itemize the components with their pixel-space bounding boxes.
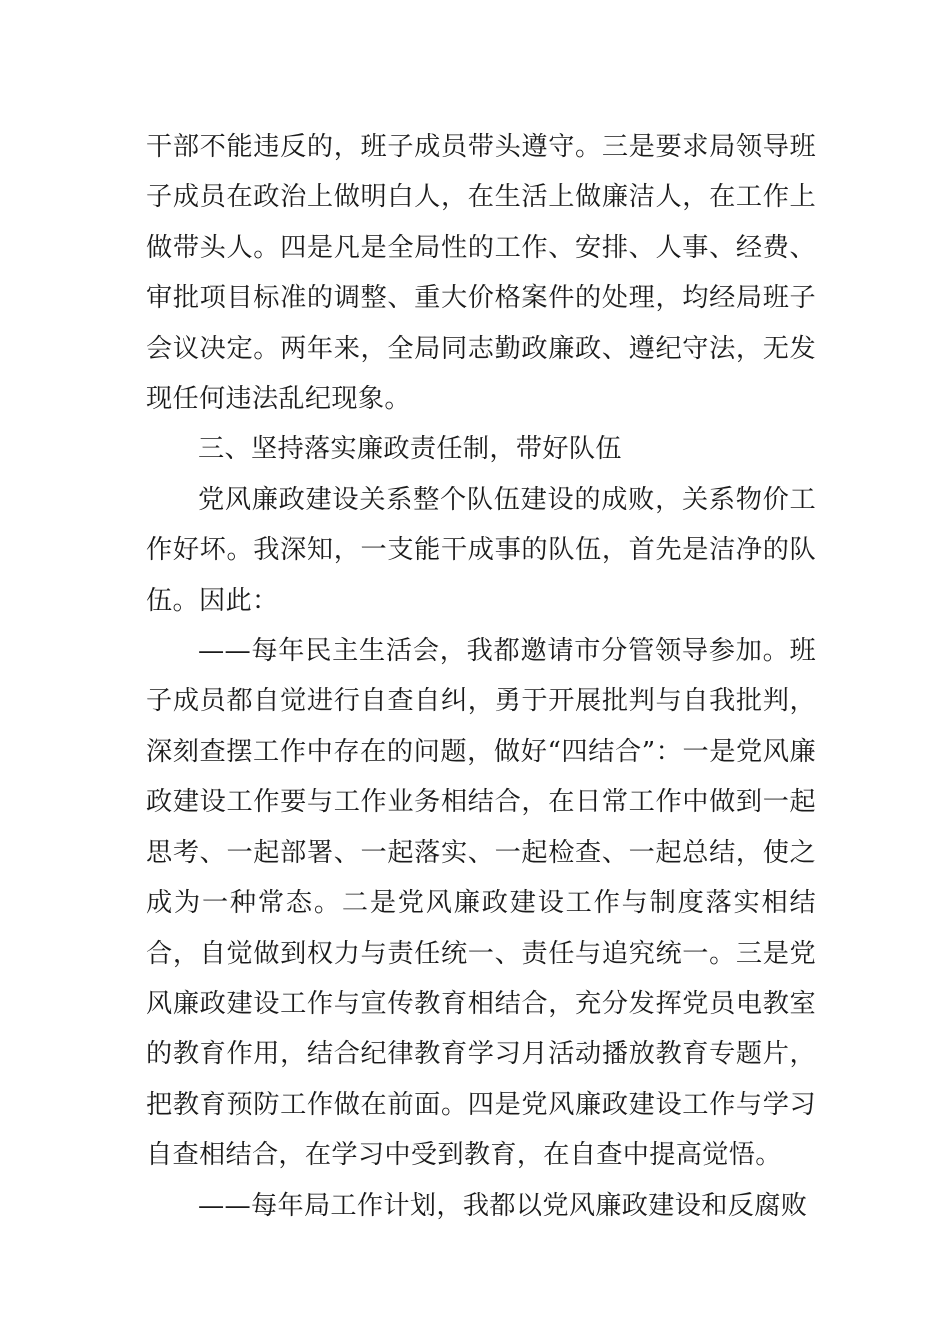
body-paragraph: 党风廉政建设关系整个队伍建设的成败，关系物价工作好坏。我深知，一支能干成事的队伍，首先是洁净的队伍。因此： (146, 484, 816, 616)
body-paragraph: ——每年民主生活会，我都邀请市分管领导参加。班子成员都自觉进行自查自纠，勇于开展批判与自我批判，深刻查摆工作中存在的问题，做好“四结合”：一是党风廉政建设工作要与工作业务相结合，在日常工作中做到一起思考、一起部署、一起落实、一起检查、一起总结，使之成为一种常态。二是党风廉政建设工作与制度落实相结合，自觉做到权力与责任统一、责任与追究统一。三是党风廉政建设工作与宣传教育相结合，充分发挥党员电教室的教育作用，结合纪律教育学习月活动播放教育专题片，把教育预防工作做在前面。四是党风廉政建设工作与学习自查相结合，在学习中受到教育，在自查中提高觉悟。 (146, 636, 816, 1171)
body-paragraph: ——每年局工作计划，我都以党风廉政建设和反腐败 (198, 1190, 808, 1221)
continuation-paragraph: 干部不能违反的，班子成员带头遵守。三是要求局领导班子成员在政治上做明白人，在生活上做廉洁人，在工作上做带头人。四是凡是全局性的工作、安排、人事、经费、审批项目标准的调整、重大价格案件的处理，均经局班子会议决定。两年来，全局同志勤政廉政、遵纪守法，无发现任何违法乱纪现象。 (146, 132, 816, 415)
section-heading: 三、坚持落实廉政责任制，带好队伍 (198, 434, 622, 465)
document-body (146, 122, 816, 1231)
